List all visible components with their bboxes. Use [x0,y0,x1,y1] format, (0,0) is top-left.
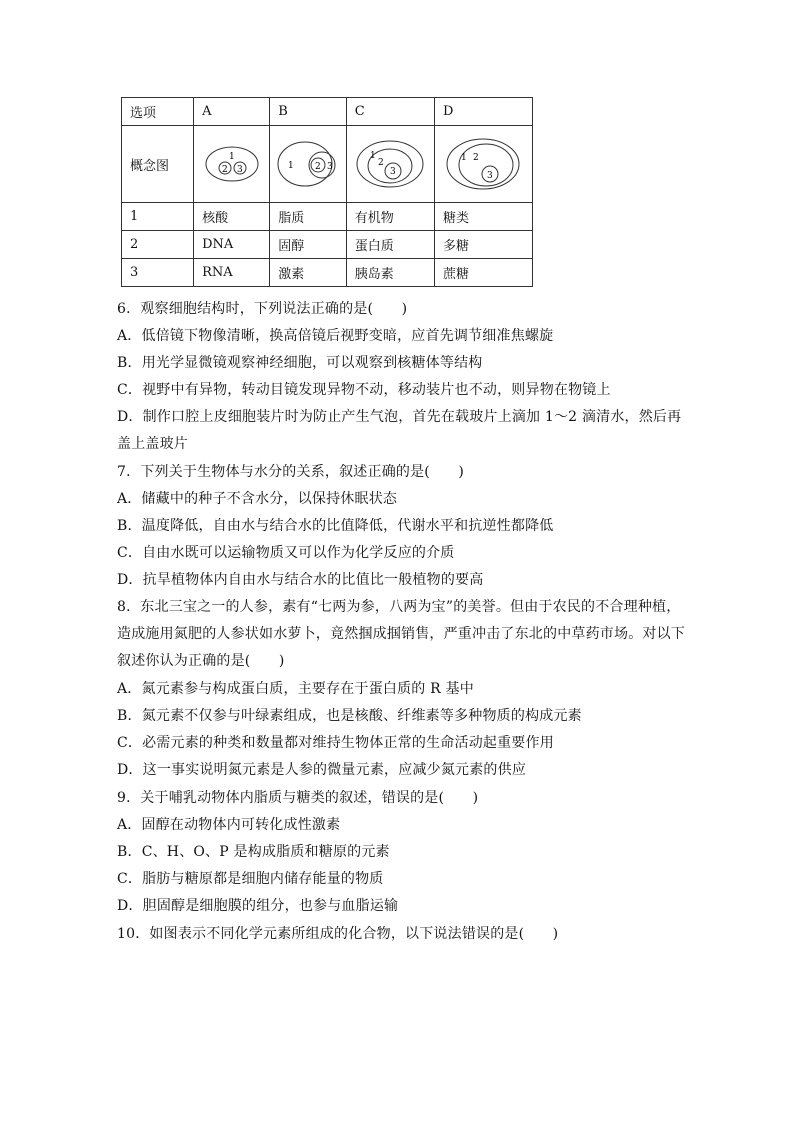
venn-label: 1 [288,161,294,171]
venn-label: 2 [473,153,480,163]
option-line: C．脂肪与糖原都是细胞内储存能量的物质 [117,871,384,887]
venn-label: 2 [221,165,228,175]
question-6-stem: 6．观察细胞结构时，下列说法正确的是( ) [117,301,408,317]
question-10-stem: 10．如图表示不同化学元素所组成的化合物，以下说法错误的是( ) [117,926,559,942]
option-line: A．氮元素参与构成蛋白质，主要存在于蛋白质的 R 基中 [117,681,474,697]
option-line: B．用光学显微镜观察神经细胞，可以观察到核糖体等结构 [117,355,483,371]
table-cell: 2 [122,231,194,259]
table-cell: 固醇 [270,231,346,259]
venn-diagram-a [201,134,263,194]
venn-label: 2 [315,162,321,172]
table-header-cell: D [434,98,532,126]
table-header-cell: 选项 [122,98,194,126]
venn-diagram-b [275,134,341,194]
diagram-row [122,126,533,203]
option-line: A．低倍镜下物像清晰，换高倍镜后视野变暗，应首先调节细准焦螺旋 [117,328,554,344]
table-cell: 多糖 [434,231,532,259]
question-9-stem: 9．关于哺乳动物体内脂质与糖类的叙述，错误的是( ) [117,790,479,806]
table-row [122,203,533,231]
option-line: C．自由水既可以运输物质又可以作为化学反应的介质 [117,545,455,561]
table-cell: 脂质 [270,203,346,231]
venn-label: 3 [487,171,494,181]
table-cell: 3 [122,259,194,287]
option-line: B．C、H、O、P 是构成脂质和糖原的元素 [117,844,390,860]
venn-label: 1 [461,153,468,163]
table-header-cell: B [270,98,346,126]
option-line: D．这一事实说明氮元素是人参的微量元素，应减少氮元素的供应 [117,762,527,778]
table-header-cell: C [346,98,434,126]
venn-label: 1 [228,152,235,162]
table-cell: 核酸 [194,203,270,231]
table-row [122,231,533,259]
venn-label: 3 [236,165,243,175]
table-cell: 蔗糖 [434,259,532,287]
venn-label: 2 [378,158,385,168]
option-line: B．温度降低，自由水与结合水的比值降低，代谢水平和抗逆性都降低 [117,518,554,534]
option-line-continued: 盖上盖玻片 [117,436,188,452]
venn-diagram-c [353,134,427,194]
table-cell: RNA [194,259,270,287]
question-7-stem: 7．下列关于生物体与水分的关系，叙述正确的是( ) [117,464,465,480]
option-line: C．必需元素的种类和数量都对维持生物体正常的生命活动起重要作用 [117,735,554,751]
option-line: D．抗旱植物体内自由水与结合水的比值比一般植物的要高 [117,572,484,588]
table-header-cell: A [194,98,270,126]
question-8-stem: 8．东北三宝之一的人参，素有“七两为参，八两为宝”的美誉。但由于农民的不合理种植， [117,599,681,615]
venn-cell-a [194,126,270,203]
venn-label: 3 [390,167,397,177]
venn-cell-c [346,126,434,203]
table-cell: DNA [194,231,270,259]
option-line: C．视野中有异物，转动目镜发现异物不动，移动装片也不动，则异物在物镜上 [117,382,611,398]
question-8-stem-continued: 造成施用氮肥的人参状如水萝卜，竟然掴成掴销售，严重冲击了东北的中草药市场。对以下 [117,626,685,642]
option-line: B．氮元素不仅参与叶绿素组成，也是核酸、纤维素等多种物质的构成元素 [117,708,582,724]
question-8-stem-continued: 叙述你认为正确的是( ) [117,653,285,669]
table-cell: 激素 [270,259,346,287]
concept-table [121,97,533,287]
table-cell: 1 [122,203,194,231]
table-header-row [122,98,533,126]
option-line: D．制作口腔上皮细胞装片时为防止产生气泡，首先在载玻片上滴加 1～2 滴清水，然后再 [117,409,682,425]
diagram-row-label: 概念图 [122,126,194,203]
table-row [122,259,533,287]
option-line: D．胆固醇是细胞膜的组分，也参与血脂运输 [117,898,399,914]
table-cell: 有机物 [346,203,434,231]
table-cell: 胰岛素 [346,259,434,287]
table-cell: 糖类 [434,203,532,231]
venn-cell-b [270,126,346,203]
venn-diagram-d [443,134,523,194]
option-line: A．储藏中的种子不含水分，以保持休眠状态 [117,491,398,507]
venn-cell-d [434,126,532,203]
venn-label: 1 [370,151,377,161]
option-line: A．固醇在动物体内可转化成性激素 [117,817,341,833]
venn-label: 3 [327,162,333,172]
table-cell: 蛋白质 [346,231,434,259]
